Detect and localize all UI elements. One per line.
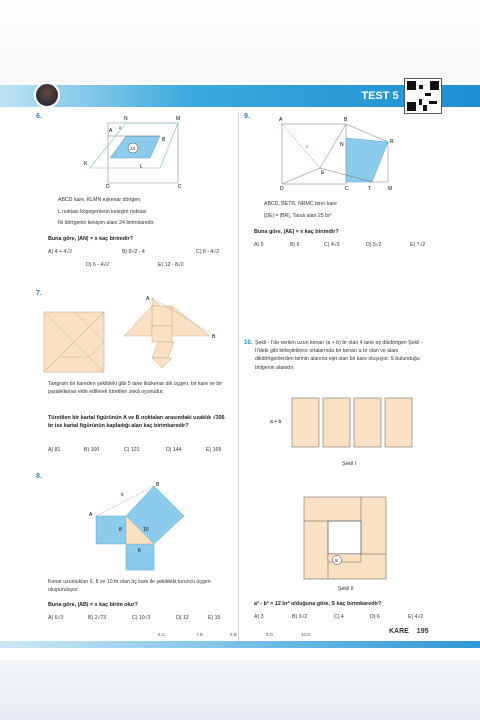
q10-question: a² - b² = 12 br² olduğuna göre, S kaç birimkaredir? bbox=[254, 601, 382, 607]
svg-text:B: B bbox=[212, 334, 216, 340]
svg-text:B: B bbox=[162, 137, 166, 143]
q9-option-b[interactable]: B) 6 bbox=[290, 242, 300, 248]
svg-text:E: E bbox=[321, 170, 325, 176]
svg-text:B: B bbox=[344, 117, 348, 123]
q10-option-b[interactable]: B) 3√2 bbox=[292, 614, 308, 620]
svg-text:24: 24 bbox=[130, 146, 136, 151]
q7-option-a[interactable]: A) 81 bbox=[48, 447, 61, 453]
svg-text:M: M bbox=[388, 186, 393, 192]
svg-text:C: C bbox=[178, 184, 182, 190]
q7-text: Tangram bir kareden şekildeki gibi 5 tane ikizkenar dik üçgen, bir kare ve bir paralelkenar elde edilerek türetilen zekâ oyunudur. bbox=[48, 381, 223, 396]
bottom-band bbox=[0, 660, 480, 720]
svg-text:D: D bbox=[280, 186, 284, 192]
q10-option-d[interactable]: D) 6 bbox=[370, 614, 380, 620]
svg-text:x: x bbox=[119, 125, 122, 130]
q8-option-c[interactable]: C) 10√3 bbox=[132, 615, 151, 621]
svg-text:6: 6 bbox=[138, 548, 141, 554]
svg-text:x: x bbox=[306, 144, 309, 149]
q6-option-e[interactable]: E) 12 - 8√2 bbox=[158, 262, 184, 268]
answer-key-9: 9.D bbox=[266, 632, 274, 637]
q6-option-d[interactable]: D) 6 - 4√2 bbox=[86, 262, 110, 268]
q7-option-b[interactable]: B) 100 bbox=[84, 447, 100, 453]
svg-text:A: A bbox=[146, 296, 150, 302]
q8-option-e[interactable]: E) 15 bbox=[208, 615, 221, 621]
q9-option-c[interactable]: C) 4√3 bbox=[324, 242, 340, 248]
q7-option-c[interactable]: C) 121 bbox=[124, 447, 140, 453]
svg-text:T: T bbox=[368, 186, 372, 192]
svg-text:A: A bbox=[89, 512, 93, 518]
svg-text:a + b: a + b bbox=[270, 419, 282, 425]
svg-text:R: R bbox=[390, 139, 394, 145]
q8-option-d[interactable]: D) 12 bbox=[176, 615, 189, 621]
svg-text:C: C bbox=[345, 186, 349, 192]
svg-text:L: L bbox=[140, 164, 143, 170]
q6-option-c[interactable]: C) 8 - 4√2 bbox=[196, 249, 220, 255]
q6-option-b[interactable]: B) 8√2 - 4 bbox=[122, 249, 145, 255]
q10-option-e[interactable]: E) 4√2 bbox=[408, 614, 424, 620]
svg-text:M: M bbox=[176, 116, 181, 122]
q9-option-e[interactable]: E) 7√2 bbox=[410, 242, 426, 248]
q10-option-c[interactable]: C) 4 bbox=[334, 614, 344, 620]
svg-text:S: S bbox=[335, 558, 339, 563]
answer-key-8: 8.B bbox=[230, 632, 237, 637]
svg-text:A: A bbox=[279, 117, 283, 123]
q8-option-a[interactable]: A) 6√3 bbox=[48, 615, 64, 621]
q6-text-1: ABCD kare, KLMN eşkenar dörtgen, bbox=[58, 197, 142, 203]
q9-question: Buna göre, |AE| = x kaç birimdir? bbox=[254, 229, 339, 235]
svg-text:N: N bbox=[340, 142, 344, 148]
q8-question: Buna göre, |AB| = x kaç birim olur? bbox=[48, 602, 138, 608]
q10-option-a[interactable]: A) 3 bbox=[254, 614, 264, 620]
svg-text:8: 8 bbox=[119, 527, 122, 533]
q7-question: Türetilen bir kartal figürünün A ve B noktaları arasındaki uzaklık √306 br ise kartal figürünün kapladığı alan kaç birimkaredir? bbox=[48, 415, 225, 429]
answer-key-10: 10.D bbox=[301, 632, 311, 637]
footer-bar bbox=[0, 641, 480, 648]
q10-text: Şekil - I'de verilen uzun kenarı (a + b) br olan 4 tane eş dikdörtgen Şekil - II'deki gibi birleştirilince ortalarında bir kenarı a br olan ve alanı dikdörtgenlerden birinin alanına eşit olan bir kare oluşuyor. S bulunduğu bölgenin alanıdır. bbox=[255, 340, 423, 371]
svg-text:K: K bbox=[84, 161, 88, 167]
footer-brand: KARE bbox=[389, 628, 409, 635]
q6-question: Buna göre, |AN| = x kaç birimdir? bbox=[48, 236, 133, 242]
q6-option-a[interactable]: A) 4 + 4√2 bbox=[48, 249, 73, 255]
svg-text:B: B bbox=[156, 482, 160, 488]
q10-fig2-caption: Şekil II bbox=[338, 586, 354, 592]
q6-text-3: İki dörtgenin kesişim alanı 24 birimkaredir. bbox=[58, 220, 155, 226]
answer-key-7: 7.D bbox=[196, 632, 204, 637]
q9-text-2: |DE| = |BR|, Taralı alan 25 br² bbox=[264, 213, 332, 219]
answer-key-6: 6.C bbox=[158, 632, 166, 637]
q8-number: 8. bbox=[36, 473, 42, 480]
svg-text:D: D bbox=[106, 184, 110, 190]
q9-number: 9. bbox=[244, 113, 250, 120]
q7-option-e[interactable]: E) 169 bbox=[206, 447, 222, 453]
q10-fig1-caption: Şekil I bbox=[342, 461, 357, 467]
q6-text-2: L noktası köşegenlerin kesişim noktası bbox=[58, 209, 147, 215]
q8-option-b[interactable]: B) 2√73 bbox=[88, 615, 107, 621]
q7-number: 7. bbox=[36, 290, 42, 297]
svg-text:N: N bbox=[124, 116, 128, 122]
page-number: 195 bbox=[416, 628, 429, 635]
q10-number: 10. bbox=[244, 340, 253, 346]
q9-option-a[interactable]: A) 5 bbox=[254, 242, 264, 248]
q8-text: Kenar uzunlukları 6, 8 ve 10 br olan üç kare ile şekildeki turuncu üçgen oluşturuluyor. bbox=[48, 579, 211, 594]
svg-text:10: 10 bbox=[143, 527, 149, 533]
q9-text-1: ABCD, BETR, NRMC birer kare bbox=[264, 201, 337, 207]
svg-text:x: x bbox=[121, 492, 124, 498]
q7-option-d[interactable]: D) 144 bbox=[166, 447, 182, 453]
q6-number: 6. bbox=[36, 113, 42, 120]
q9-option-d[interactable]: D) 5√2 bbox=[366, 242, 382, 248]
page-footer bbox=[389, 628, 449, 639]
test-title: TEST 5 bbox=[361, 90, 399, 102]
svg-text:A: A bbox=[109, 128, 113, 134]
